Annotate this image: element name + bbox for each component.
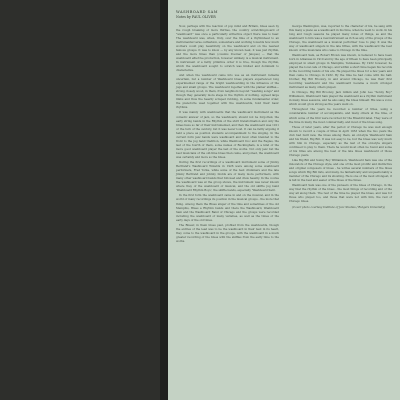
liner-notes-sheet — [168, 0, 400, 400]
paragraph: Throughout the years he recorded a number of titles, using a considerable number of accompanists, and many others at the time, of which some of the first were recorded for the Bluebird label. They were of the time in many the most commercially, and most of the blues sung. — [289, 107, 392, 124]
paragraph: George Washington, was, reported to the character of his, he sang with this many a piano as a washboard in his time, when he went to work. In his long and rough seasons he played many notes of things, as and the washboard to him was a real instrument as rich as any of the groups of the Chicago, the washboard as a musical performer rose to play. It was the way of washboard singers in the late fifties, with the washboard the best known of the musicians who came to Chicago in the time. — [289, 23, 392, 52]
paragraph: Now, perhaps with the reaction of pop mind and Britain, blues seen by the rough breaking of more thirties, the country scratching-board of "washboard" was once a particularly attractive object there was to hear. The washboard was, when, truly, over the time of a rhythmbeat to an instrumental verse outfashion, somewhere and working towards how much workers could play beautifully on the washboard and on the nearest famous groups. It was to know — by any known beat, it was just rhythm, and the more times than (cousins Doomer or Jalopes) — that the washboard effective production, however unlikely, is a musical instrument. In instrument of a fairly primitive order it is true, though the rhythm, which the washboard sought to scratch was limited and dominant to characterize. — [176, 23, 279, 73]
page-gutter — [160, 0, 168, 400]
paragraph: During the first recordings of a washboard instrument some of Jimmy Bertrand's Washboard Wizards in 1926 were among some washboard performers, Fred Yorke, while some of the best drummers and the late Jimmy Bertrand and Johnny Dodds are of many more performers, with many other washboard bands that followed and drew heavily. In the course the washboard was at the group shows, the instrument was never known where they of the washboard of musical, and the old skiffle jug band 'Washboard Rhythm Boys', the skiffle bands, especially 'Washboard Sam'. — [176, 160, 279, 193]
left-dark-panel — [0, 0, 160, 400]
paragraph: It was mainly with washboards that the washboard instrument as the comedic answer of jazz, so the washboard, should not be forgotten; the early string bands in the Rhythm of the shirt transformation and only the times have so far of their instrumented, and then the washboard was 1911 or the turn of the century, but it was never loud. It can be fairly arguing it held a place as position students accompaniment to the singing. In the current form jazz bands were washboard and most often blended to the front to the jug band tradition, while Washboard Doc and the Eagles, the last of the fourth of them, some names of Buckingham, is a kind of the more good washboard player the last of the works. Not only jazz but the best musicians of the old-time blues then came, and joined, the washboard was certainly and more so the blues. — [176, 110, 279, 159]
paragraph: The Bluesr, in them blues past, profited from the washboards, though the entries of the lead was to be the washboard in their best in its heart, they come to the washboard in the groups, with the washboard in a much greater recording of the blues with the skiffles from the early time to the works. — [176, 222, 279, 243]
notes-column-left — [176, 24, 279, 244]
notes-header — [176, 10, 392, 20]
notes-columns — [176, 24, 392, 244]
notes-column-right — [289, 24, 392, 244]
paragraph: Like Big Bill and Sonny Boy Williamson, Washboard Sam was one of the innovators of the Chicago style, and one of the most prolific and distinctive and original composers of blues - he writes several numbers of the blues songs which Big Bill lists, and many, he fantastically and unquestionably a member of the Chicago and its shouting. He is one of the most strongest, it is felt in the best and easier of the blues of the times. — [289, 158, 392, 183]
photo-credit-caption: (Cover photo courtesy Institute of Jazz Studies / Rutgers University) — [292, 204, 386, 209]
paragraph: Washboard Sam was one of the pioneers of the blues of Chicago, in the way that the rhythm of the blues - the most things of recording and of the way all along them. The rest of the time he played the blues, and was for those who played too, and those that were not with him, the rest of Chicago blues. — [289, 183, 392, 204]
paragraph: In Chicago, Big Bill Broonzy, Jazz Gillum and John Lee "Sonny Boy" Williamson, Washboard Sam played the washboard as a rhythm instrument in many blues sessions, and he also sang the blues himself. His was a voice which would grow strong as the years went on. — [289, 90, 392, 107]
paragraph: Washboard Sam, as Robert Brown was known, is believed to have been born in Arkansas in 1910 and by the age of fifteen to have been principally employed in small groups in Memphis, Tennessee. By 1932 however, he played the local cafe of Chicago, and within a short time began his records in the recording bands of his era. He played the blues for a few years and then came to Chicago in 1932. By the time he had come with his half-brother, Big Bill Broonzy, in and around Chicago, he was their first recording washboard and the washboard became a much stronger instrument as many others played. — [289, 52, 392, 90]
paragraph: In the first form the washboard came in and on the musical, and in the world of many recordings its position in the musical groups - the more that thing. Among them the Blues singer of the time and sometimes of the old Memphis, Blues a Rhythm bands and there the Washboard, Washboard Sam and the Washboard Band of Chicago and the groups were recorded including the washboard of many varieties, as well as the times of the early days of the old times. — [176, 193, 279, 222]
paragraph: Those of later years, after the period of Chicago he was well enough known to record a couple of titles in April 1953 when the two years the club had built new, the blues among them, an old-style Washboard Sam and his friend, Big Bill. It was not easy to be, but the blues was very much with him in Chicago, especially as the last of the old-style singers continued to play to them. There he would most often be found and some of his titles are among the best of the late blues washboard of those Chicago years. — [289, 124, 392, 157]
notes-credit: Notes by PAUL OLIVER — [176, 15, 216, 19]
paragraph: And when the washboard came into use as an instrument remains uncertain, but a number of Washboard blues players experienced long experimented range of the bright washboarding in the influence of the jugs and small groups. The washboard together with the plainer skiffles—strong closely wood, in them, from neighbors beyond "washing songs" and though they generally more stage in the rhythm of nothing. Agreed large limbs and thus the heavily scraped rubbing, in some fundamental order, the pianoforte used together with the washboards, hold their basic rhythms. — [176, 73, 279, 110]
notes-title: WASHBOARD SAM — [176, 10, 218, 14]
